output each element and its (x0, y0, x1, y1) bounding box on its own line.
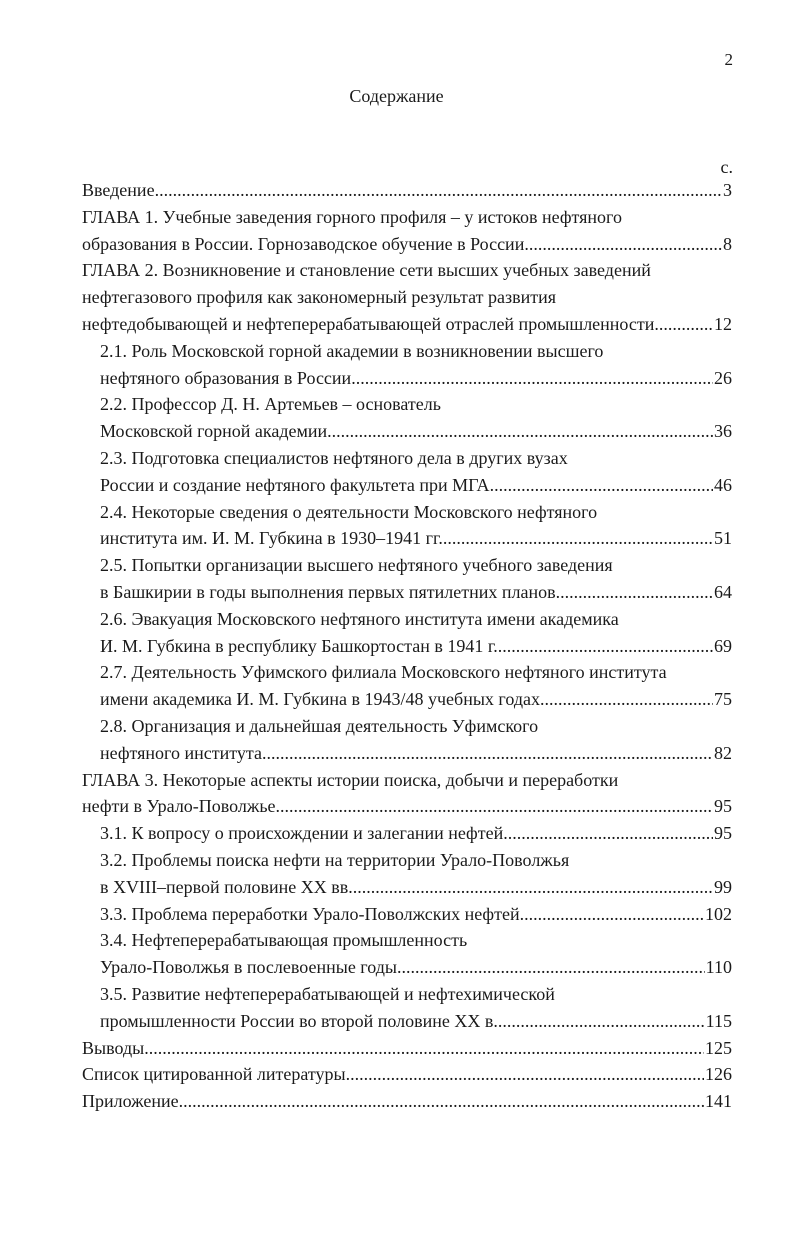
toc-entry-text: института им. И. М. Губкина в 1930–1941 гг. (100, 528, 443, 549)
toc-entry-line: 2.1. Роль Московской горной академии в возникновении высшего (100, 340, 604, 361)
dot-leader (503, 820, 713, 847)
dot-leader (490, 472, 713, 499)
toc-entry-last-line (82, 1035, 732, 1062)
toc-entry-text: Московской горной академии (100, 421, 328, 442)
dot-leader (401, 954, 704, 981)
toc-page-number: 26 (714, 367, 732, 388)
toc-entry-last-line (82, 231, 732, 258)
toc-entry-text: промышленности России во второй половине XX в. (100, 1010, 498, 1031)
toc-entry-last-line (100, 525, 732, 552)
toc-subentry (82, 338, 732, 392)
toc-entry-last-line (100, 1008, 732, 1035)
toc-entry-line: 3.4. Нефтеперерабатывающая промышленность (100, 930, 468, 951)
toc-entry-text: Выводы (82, 1037, 145, 1058)
toc-entry-last-line (82, 311, 732, 338)
toc-page-number: 64 (714, 581, 732, 602)
toc-subentry (82, 552, 732, 606)
toc-entry-text: Урало-Поволжья в послевоенные годы. (100, 957, 402, 978)
toc-page-number: 12 (714, 313, 732, 334)
toc-entry-text: нефтяного образования в России (100, 367, 352, 388)
toc-page-number: 36 (714, 421, 732, 442)
toc-entry-text: России и создание нефтяного факультета при МГА (100, 474, 490, 495)
toc-entry-line: нефтегазового профиля как закономерный результат развития (82, 287, 557, 308)
toc-page-number: 126 (705, 1064, 732, 1085)
toc-entry-last-line (82, 177, 732, 204)
toc-entry-text: имени академика И. М. Губкина в 1943/48 учебных годах (100, 689, 540, 710)
toc-entry-text: нефтедобывающей и нефтеперерабатывающей отраслей промышленности (82, 313, 655, 334)
toc-entry-text: Введение (82, 180, 155, 200)
toc-entry-line: 3.5. Развитие нефтеперерабатывающей и нефтехимической (100, 983, 555, 1004)
toc-page-number: 82 (714, 742, 732, 763)
toc-entry-last-line (100, 901, 732, 928)
toc-entry-last-line (100, 579, 732, 606)
toc-subentry (82, 820, 732, 847)
toc-page-number: 69 (714, 635, 732, 656)
toc-entry-last-line (100, 472, 732, 499)
toc-page-number: 102 (705, 903, 732, 924)
dot-leader (351, 365, 713, 392)
toc-entry (82, 177, 732, 204)
page-title: Содержание (349, 86, 444, 106)
toc-subentry (82, 445, 732, 499)
dot-leader (144, 1035, 704, 1062)
toc-entry-last-line (100, 740, 732, 767)
toc-entry-text: в XVIII–первой половине XX вв. (100, 876, 353, 897)
dot-leader (654, 311, 713, 338)
toc-page-number: 115 (705, 1010, 732, 1031)
toc-entry-line: 2.4. Некоторые сведения о деятельности Московского нефтяного (100, 501, 598, 522)
toc-entry (82, 204, 732, 258)
toc-entry-line: 2.5. Попытки организации высшего нефтяного учебного заведения (100, 555, 613, 576)
toc-subentry (82, 847, 732, 901)
toc-entry-text: нефти в Урало-Поволжье (82, 796, 276, 817)
toc-page-number: 75 (714, 689, 732, 710)
toc-entry-text: 3.3. Проблема переработки Урало-Поволжских нефтей (100, 903, 520, 924)
toc-page-number: 51 (714, 528, 732, 549)
toc-subentry (82, 659, 732, 713)
toc-subentry (82, 927, 732, 981)
dot-leader (443, 525, 713, 552)
toc-page-number: 95 (714, 796, 732, 817)
toc-subentry (82, 981, 732, 1035)
dot-leader (276, 793, 713, 820)
dot-leader (520, 901, 704, 928)
dot-leader (155, 177, 722, 204)
toc-subentry (82, 499, 732, 553)
toc-entry-text: Список цитированной литературы (82, 1064, 346, 1085)
dot-leader (179, 1088, 704, 1115)
toc-entry-last-line (100, 365, 732, 392)
toc-entry-line: 2.6. Эвакуация Московского нефтяного института имени академика (100, 608, 619, 629)
toc-entry-line: 2.7. Деятельность Уфимского филиала Московского нефтяного института (100, 662, 667, 683)
toc-subentry (82, 713, 732, 767)
dot-leader (498, 1008, 705, 1035)
dot-leader (524, 231, 722, 258)
toc-page-number: 3 (723, 180, 732, 200)
toc-entry-text: Приложение (82, 1091, 179, 1112)
toc-entry-line: 3.2. Проблемы поиска нефти на территории Урало-Поволжья (100, 849, 570, 870)
toc-entry-text: 3.1. К вопросу о происхождении и залегании нефтей (100, 823, 504, 844)
toc-page-number: 95 (714, 823, 732, 844)
toc-entry-text: нефтяного института (100, 742, 262, 763)
toc-entry-line: 2.8. Организация и дальнейшая деятельность Уфимского (100, 715, 539, 736)
dot-leader (498, 633, 713, 660)
toc-entry (82, 257, 732, 337)
page-number: 2 (724, 50, 733, 69)
toc-entry-last-line (100, 633, 732, 660)
toc-entry-last-line (100, 874, 732, 901)
toc-entry-line: 2.3. Подготовка специалистов нефтяного дела в других вузах (100, 447, 568, 468)
toc-subentry (82, 391, 732, 445)
toc-entry-last-line (82, 793, 732, 820)
toc-entry-line: 2.2. Профессор Д. Н. Артемьев – основатель (100, 394, 441, 415)
dot-leader (327, 418, 713, 445)
dot-leader (540, 686, 713, 713)
toc-entry-last-line (100, 686, 732, 713)
toc-page-number: 125 (705, 1037, 732, 1058)
toc-entry-line: ГЛАВА 3. Некоторые аспекты истории поиска, добычи и переработки (82, 769, 619, 790)
dot-leader (346, 1061, 704, 1088)
page-column-header: с. (720, 157, 733, 177)
toc-entry-line: ГЛАВА 1. Учебные заведения горного профиля – у истоков нефтяного (82, 206, 622, 227)
toc-page-number: 8 (723, 233, 732, 254)
toc-entry-text: И. М. Губкина в республику Башкортостан в 1941 г. (100, 635, 498, 656)
toc-entry-text: в Башкирии в годы выполнения первых пятилетних планов (100, 581, 556, 602)
dot-leader (262, 740, 713, 767)
toc-subentry (82, 606, 732, 660)
toc-entry-last-line (100, 418, 732, 445)
toc-page-number: 110 (705, 957, 732, 978)
dot-leader (556, 579, 713, 606)
toc-entry-line: ГЛАВА 2. Возникновение и становление сети высших учебных заведений (82, 260, 651, 281)
toc-entry-text: образования в России. Горнозаводское обучение в России (82, 233, 525, 254)
toc-entry (82, 1061, 732, 1088)
toc-entry (82, 767, 732, 821)
toc-entry-last-line (100, 820, 732, 847)
toc-page-number: 99 (714, 876, 732, 897)
table-of-contents (82, 177, 732, 1115)
dot-leader (353, 874, 713, 901)
toc-entry-last-line (100, 954, 732, 981)
toc-page-number: 141 (705, 1091, 732, 1112)
toc-subentry (82, 901, 732, 928)
toc-entry (82, 1035, 732, 1062)
toc-entry-last-line (82, 1061, 732, 1088)
toc-entry (82, 1088, 732, 1115)
toc-page-number: 46 (714, 474, 732, 495)
toc-entry-last-line (82, 1088, 732, 1115)
